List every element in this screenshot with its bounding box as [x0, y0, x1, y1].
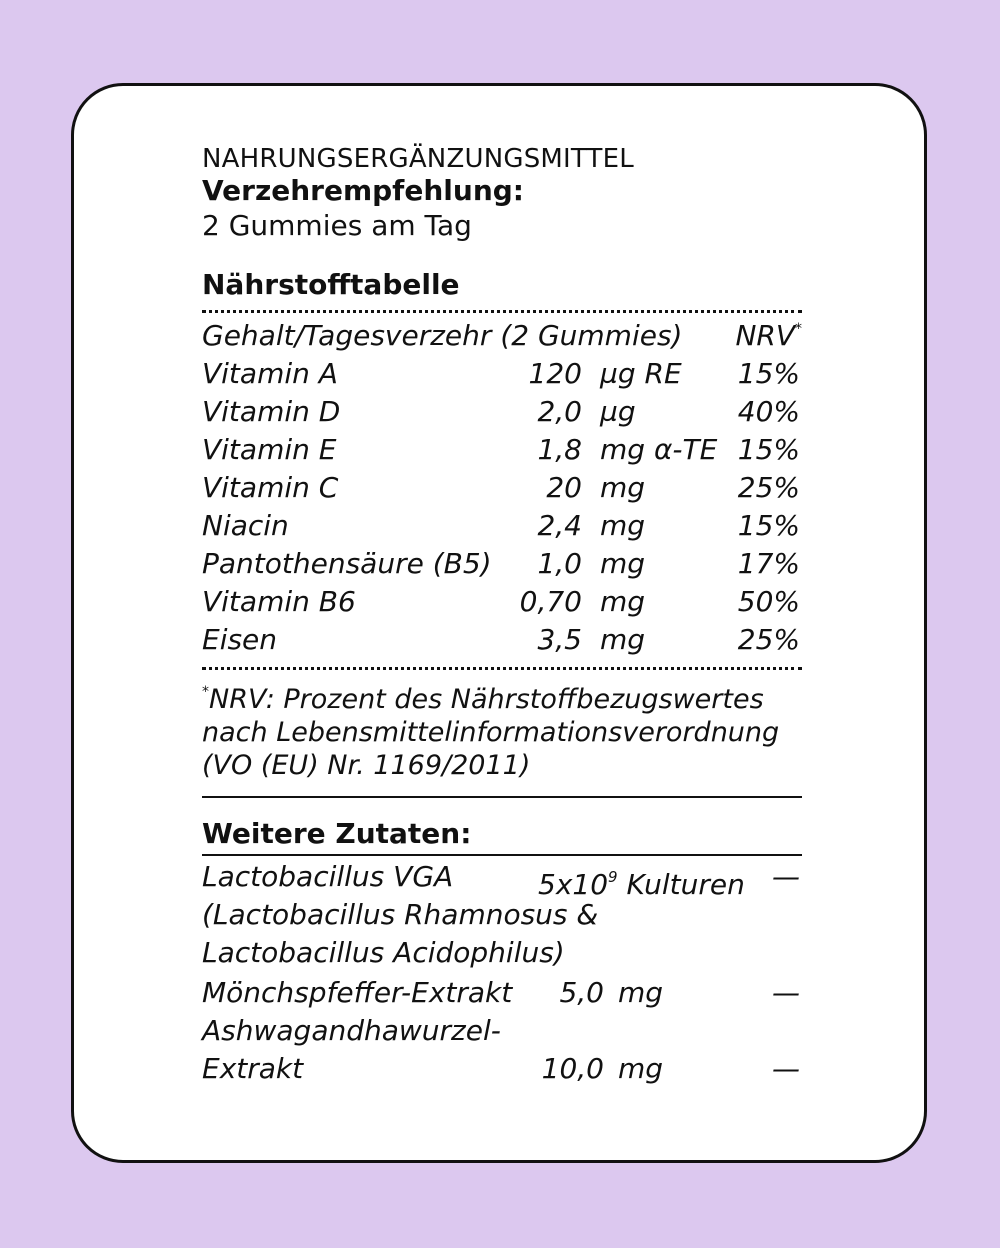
nutrient-nrv: 15% — [737, 509, 800, 542]
ingredients-list — [202, 858, 802, 1088]
lacto-amount-base: 5x10 — [538, 868, 609, 901]
label-content — [202, 144, 802, 1088]
label-card — [71, 83, 927, 1163]
nutrient-nrv: 25% — [737, 623, 800, 656]
category-text: NAHRUNGSERGÄNZUNGSMITTEL — [202, 144, 634, 174]
nutrient-row — [202, 545, 802, 583]
nutrient-name: Vitamin C — [202, 471, 339, 504]
nutrient-row — [202, 469, 802, 507]
table-header-left: Gehalt/Tagesverzehr (2 Gummies) — [202, 319, 683, 352]
recommendation-title: Verzehrempfehlung: — [202, 174, 524, 207]
ingredient-moench-name: Mönchspfeffer-Extrakt — [202, 976, 513, 1009]
ingredient-moench-nrv: — — [772, 976, 800, 1009]
ingredient-moench-amount: 5,0 — [559, 976, 604, 1009]
nutrient-nrv: 50% — [737, 585, 800, 618]
nutrient-unit: mg — [600, 509, 646, 542]
ingredients-title: Weitere Zutaten: — [202, 817, 472, 850]
nrv-header-label: NRV — [735, 319, 795, 352]
nutrient-amount: 120 — [528, 357, 582, 390]
nutrient-row — [202, 355, 802, 393]
ingredient-lacto — [202, 858, 802, 901]
nutrient-name: Eisen — [202, 623, 278, 656]
recommendation-text: 2 Gummies am Tag — [202, 209, 472, 242]
footnote — [202, 676, 802, 782]
nutrient-row — [202, 431, 802, 469]
ingredient-moench — [202, 974, 802, 1012]
ingredient-ashwa — [202, 1050, 802, 1088]
table-title: Nährstofftabelle — [202, 268, 460, 301]
nutrient-nrv: 15% — [737, 357, 800, 390]
nutrient-amount: 1,0 — [537, 547, 582, 580]
nutrient-amount: 2,4 — [537, 509, 582, 542]
nutrient-unit: mg — [600, 623, 646, 656]
lacto-amount-unit: Kulturen — [626, 868, 745, 901]
nutrient-name: Vitamin A — [202, 357, 338, 390]
nutrient-amount: 20 — [546, 471, 582, 504]
ingredient-ashwa-name-2: Extrakt — [202, 1052, 304, 1085]
nutrient-nrv: 40% — [737, 395, 800, 428]
nutrient-name: Niacin — [202, 509, 289, 542]
ingredient-moench-unit: mg — [618, 976, 664, 1009]
ingredient-ashwa-name-1: Ashwagandhawurzel- — [202, 1014, 501, 1047]
nutrient-row — [202, 507, 802, 545]
nutrient-name: Vitamin B6 — [202, 585, 356, 618]
ingredient-lacto-sub-1 — [202, 896, 802, 934]
nutrient-unit: µg RE — [600, 357, 682, 390]
footnote-asterisk: * — [202, 684, 209, 700]
table-header-right — [735, 319, 802, 352]
table-header — [202, 317, 802, 355]
lacto-sub-1-text: (Lactobacillus Rhamnosus & — [202, 898, 599, 931]
nutrient-unit: mg — [600, 471, 646, 504]
nutrient-row — [202, 583, 802, 621]
ingredient-ashwa-unit: mg — [618, 1052, 664, 1085]
nutrient-name: Pantothensäure (B5) — [202, 547, 492, 580]
nrv-header-asterisk: * — [795, 321, 802, 337]
solid-divider-bottom — [202, 854, 802, 856]
ingredient-ashwa-nrv: — — [772, 1052, 800, 1085]
nutrient-row — [202, 621, 802, 659]
dotted-divider-top — [202, 310, 802, 313]
nutrient-unit: µg — [600, 395, 636, 428]
footnote-line-1 — [202, 676, 802, 716]
dotted-divider-bottom — [202, 667, 802, 670]
nutrient-row — [202, 393, 802, 431]
footnote-line-2: nach Lebensmittelinformationsverordnung — [202, 717, 780, 748]
nutrient-amount: 3,5 — [537, 623, 582, 656]
nutrient-amount: 1,8 — [537, 433, 582, 466]
nutrient-nrv: 25% — [737, 471, 800, 504]
ingredient-lacto-nrv: — — [772, 860, 800, 893]
solid-divider-top — [202, 796, 802, 798]
ingredient-ashwa-line-1 — [202, 1012, 802, 1050]
nutrient-amount: 0,70 — [519, 585, 582, 618]
lacto-sub-2-text: Lactobacillus Acidophilus) — [202, 936, 565, 969]
footnote-line-1-text: NRV: Prozent des Nährstoffbezugswertes — [209, 684, 764, 715]
nutrient-name: Vitamin E — [202, 433, 337, 466]
nutrient-unit: mg — [600, 585, 646, 618]
lacto-amount-exponent: 9 — [608, 868, 618, 886]
nutrient-table — [202, 355, 802, 659]
nutrient-unit: mg α-TE — [600, 433, 718, 466]
ingredient-lacto-name: Lactobacillus VGA — [202, 860, 454, 893]
nutrient-name: Vitamin D — [202, 395, 341, 428]
nutrient-nrv: 17% — [737, 547, 800, 580]
nutrient-nrv: 15% — [737, 433, 800, 466]
footnote-line-3: (VO (EU) Nr. 1169/2011) — [202, 750, 531, 781]
nutrient-amount: 2,0 — [537, 395, 582, 428]
nutrient-unit: mg — [600, 547, 646, 580]
ingredient-ashwa-amount: 10,0 — [541, 1052, 604, 1085]
ingredient-lacto-sub-2 — [202, 934, 802, 972]
